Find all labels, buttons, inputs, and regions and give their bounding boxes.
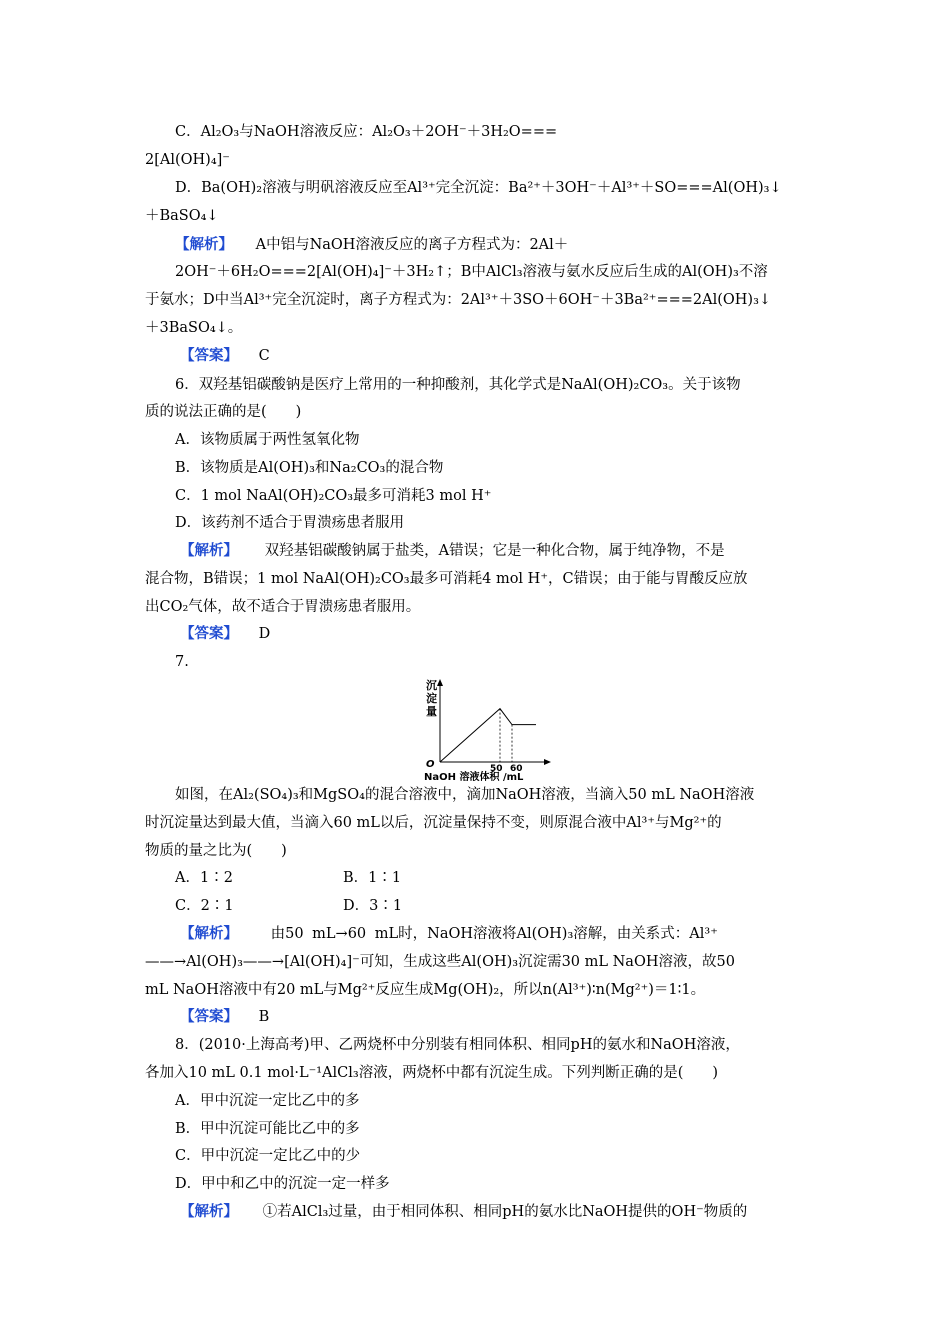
q7-analysis-row bbox=[180, 924, 718, 944]
q8-analysis-line1: ①若AlCl₃过量，由于相同体积、相同pH的氨水比NaOH提供的OH⁻物质的 bbox=[262, 1204, 748, 1220]
chart-origin-label: O bbox=[426, 759, 435, 770]
chart-series-line bbox=[440, 709, 536, 762]
q8-stem-line1: 8．(2010·上海高考)甲、乙两烧杯中分别装有相同体积、相同pH的氨水和NaOH溶液， bbox=[175, 1037, 740, 1053]
chart-ylabel-char-2: 淀 bbox=[426, 692, 437, 705]
q5-answer: C bbox=[258, 348, 270, 364]
q7-number: 7. bbox=[175, 654, 189, 670]
chart-tick-label-50: 50 bbox=[490, 764, 503, 774]
q5-option-c-line2: 2[Al(OH)₄]⁻ bbox=[145, 152, 230, 168]
q8-option-c: C．甲中沉淀一定比乙中的少 bbox=[175, 1148, 361, 1164]
q6-answer-row bbox=[180, 624, 270, 644]
q6-stem-line2: 质的说法正确的是( ) bbox=[145, 404, 302, 420]
q7-option-a: A．1∶2 bbox=[175, 870, 233, 886]
q7-stem-line2: 时沉淀量达到最大值，当滴入60 mL以后，沉淀量保持不变，则原混合液中Al³⁺与Mg²⁺的 bbox=[145, 815, 722, 831]
q7-analysis-line2: ——→Al(OH)₃——→[Al(OH)₄]⁻可知，生成这些Al(OH)₃沉淀需30 mL NaOH溶液，故50 bbox=[145, 954, 735, 970]
q6-analysis-line1: 双羟基铝碳酸钠属于盐类，A错误；它是一种化合物，属于纯净物，不是 bbox=[264, 543, 725, 559]
q6-analysis-tag: 【解析】 bbox=[180, 542, 238, 559]
q5-answer-tag: 【答案】 bbox=[180, 347, 238, 364]
q6-analysis-line3: 出CO₂气体，故不适合于胃溃疡患者服用。 bbox=[145, 599, 421, 615]
q6-stem-line1: 6．双羟基铝碳酸钠是医疗上常用的一种抑酸剂，其化学式是NaAl(OH)₂CO₃。关于该物 bbox=[175, 377, 741, 393]
q7-answer-tag: 【答案】 bbox=[180, 1008, 238, 1025]
q7-answer: B bbox=[258, 1009, 270, 1025]
chart-x-arrow bbox=[544, 759, 551, 765]
q7-option-d: D．3∶1 bbox=[343, 898, 403, 914]
q5-analysis-line1: A中铝与NaOH溶液反应的离子方程式为：2Al＋ bbox=[255, 237, 569, 253]
q6-option-b: B．该物质是Al(OH)₃和Na₂CO₃的混合物 bbox=[175, 460, 444, 476]
q5-analysis-row bbox=[175, 235, 568, 255]
q7-analysis-line1: 由50 mL→60 mL时，NaOH溶液将Al(OH)₃溶解，由关系式：Al³⁺ bbox=[270, 926, 718, 942]
q6-option-a: A．该物质属于两性氢氧化物 bbox=[175, 432, 360, 448]
q5-option-d-line2: ＋BaSO₄↓ bbox=[145, 208, 219, 224]
q5-analysis-tag: 【解析】 bbox=[175, 236, 233, 253]
chart-xlabel: NaOH 溶液体积 /mL bbox=[424, 772, 524, 783]
q8-option-a: A．甲中沉淀一定比乙中的多 bbox=[175, 1093, 360, 1109]
q7-answer-row bbox=[180, 1007, 269, 1027]
q8-analysis-tag: 【解析】 bbox=[180, 1203, 238, 1220]
q8-option-d: D．甲中和乙中的沉淀一定一样多 bbox=[175, 1176, 390, 1192]
q5-option-c-line1: C．Al₂O₃与NaOH溶液反应：Al₂O₃＋2OH⁻＋3H₂O=== bbox=[175, 124, 558, 140]
q7-analysis-line3: mL NaOH溶液中有20 mL与Mg²⁺反应生成Mg(OH)₂，所以n(Al³⁺)∶n(Mg²⁺)＝1∶1。 bbox=[145, 982, 706, 998]
precipitate-chart bbox=[422, 678, 552, 783]
q5-analysis-line3: 于氨水；D中当Al³⁺完全沉淀时，离子方程式为：2Al³⁺＋3SO＋6OH⁻＋3Ba²⁺===2Al(OH)₃↓ bbox=[145, 292, 772, 308]
q5-analysis-line4: ＋3BaSO₄↓。 bbox=[145, 320, 243, 336]
q6-analysis-line2: 混合物，B错误；1 mol NaAl(OH)₂CO₃最多可消耗4 mol H⁺，C错误；由于能与胃酸反应放 bbox=[145, 571, 748, 587]
q6-analysis-row bbox=[180, 541, 725, 561]
q6-answer: D bbox=[258, 626, 271, 642]
q8-stem-line2: 各加入10 mL 0.1 mol·L⁻¹AlCl₃溶液，两烧杯中都有沉淀生成。下列判断正确的是( ) bbox=[145, 1065, 719, 1081]
q8-option-b: B．甲中沉淀可能比乙中的多 bbox=[175, 1121, 360, 1137]
chart-ylabel-char-1: 沉 bbox=[426, 679, 437, 692]
chart-tick-label-60: 60 bbox=[510, 764, 523, 774]
q5-analysis-line2: 2OH⁻＋6H₂O===2[Al(OH)₄]⁻＋3H₂↑；B中AlCl₃溶液与氨水反应后生成的Al(OH)₃不溶 bbox=[175, 264, 768, 280]
q7-analysis-tag: 【解析】 bbox=[180, 925, 238, 942]
q7-option-c: C．2∶1 bbox=[175, 898, 234, 914]
q5-answer-row bbox=[180, 346, 270, 366]
q6-answer-tag: 【答案】 bbox=[180, 625, 238, 642]
q7-stem-line1: 如图，在Al₂(SO₄)₃和MgSO₄的混合溶液中，滴加NaOH溶液，当滴入50 mL NaOH溶液 bbox=[175, 787, 755, 803]
chart-ylabel-char-3: 量 bbox=[426, 705, 437, 718]
q7-stem-line3: 物质的量之比为( ) bbox=[145, 843, 287, 859]
q8-analysis-row bbox=[180, 1202, 747, 1222]
q6-option-d: D．该药剂不适合于胃溃疡患者服用 bbox=[175, 515, 405, 531]
q7-option-b: B．1∶1 bbox=[343, 870, 402, 886]
q6-option-c: C．1 mol NaAl(OH)₂CO₃最多可消耗3 mol H⁺ bbox=[175, 488, 492, 504]
q5-option-d-line1: D．Ba(OH)₂溶液与明矾溶液反应至Al³⁺完全沉淀：Ba²⁺＋3OH⁻＋Al³⁺＋SO===Al(OH)₃↓ bbox=[175, 180, 782, 196]
chart-y-arrow bbox=[437, 679, 443, 686]
